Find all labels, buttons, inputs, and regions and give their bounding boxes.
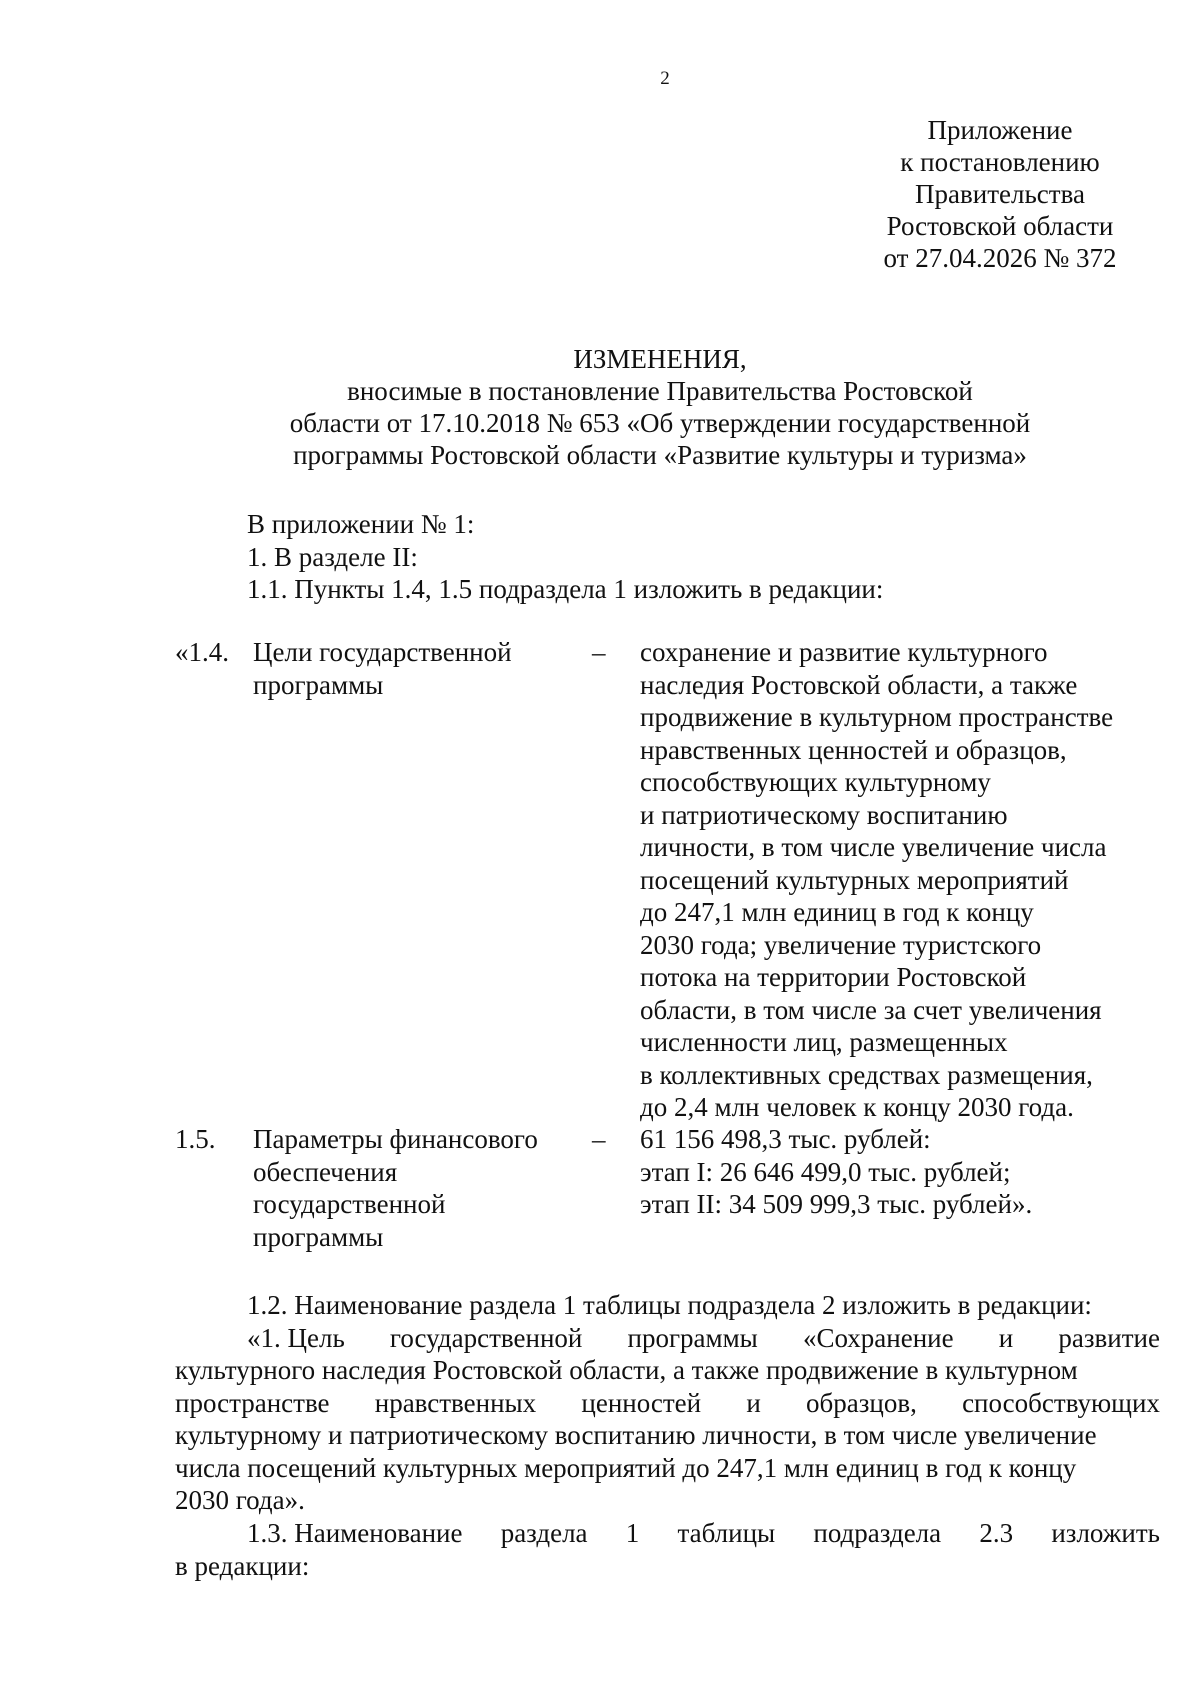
word: пространстве — [175, 1387, 330, 1418]
definition-value-line: до 2,4 млн человек к концу 2030 года. — [640, 1092, 1074, 1122]
definition-value-line: этап II: 34 509 999,3 тыс. рублей». — [640, 1189, 1033, 1219]
word: «1. Цель — [247, 1322, 345, 1353]
definition-value-line: наследия Ростовской области, а также — [640, 669, 1078, 700]
title-line: программы Ростовской области «Развитие культуры и туризма» — [293, 440, 1027, 470]
definition-number: «1.4. — [175, 637, 229, 667]
definition-value-line: 2030 года; увеличение туристского — [640, 929, 1042, 960]
word: и — [998, 1322, 1014, 1353]
intro-line: 1.1. Пункты 1.4, 1.5 подраздела 1 изложить в редакции: — [247, 574, 884, 604]
page-number: 2 — [660, 68, 670, 89]
word: развитие — [1058, 1322, 1160, 1353]
section-1-2-line: культурного наследия Ростовской области, а также продвижение в культурном — [175, 1355, 1078, 1385]
definition-name-line: обеспечения — [253, 1156, 398, 1187]
section-1-2-line: числа посещений культурных мероприятий до 247,1 млн единиц в год к концу — [175, 1452, 1077, 1483]
appendix-line: Правительства — [915, 179, 1085, 209]
title-line: вносимые в постановление Правительства Ростовской — [347, 376, 973, 406]
definition-name — [253, 1123, 538, 1253]
definition-dash: – — [592, 1124, 606, 1154]
word: и — [746, 1387, 761, 1418]
appendix-line: Приложение — [927, 115, 1073, 145]
definition-value-line: личности, в том числе увеличение числа — [640, 832, 1107, 862]
word: способствующих — [962, 1387, 1160, 1418]
definition-value-line: области, в том числе за счет увеличения — [640, 994, 1102, 1025]
section-1-3-line: в редакции: — [175, 1550, 310, 1581]
section-1-2-quote-line — [175, 1322, 1160, 1355]
definition-number: 1.5. — [175, 1124, 216, 1154]
section-1-2-line: культурному и патриотическому воспитанию личности, в том числе увеличение — [175, 1420, 1097, 1450]
intro-line: 1. В разделе II: — [247, 541, 418, 572]
definition-name-line: программы — [253, 1221, 384, 1252]
section-1-3 — [175, 1517, 1160, 1582]
word: таблицы — [677, 1518, 776, 1548]
definition-value-line: сохранение и развитие культурного — [640, 637, 1048, 667]
definition-value-line: посещений культурных мероприятий — [640, 864, 1069, 895]
appendix-line: от 27.04.2026 № 372 — [883, 243, 1117, 273]
word: изложить — [1051, 1518, 1160, 1548]
definition-name-line: Параметры финансового — [253, 1124, 538, 1154]
intro-line: В приложении № 1: — [247, 509, 475, 539]
section-1-2 — [175, 1289, 1160, 1517]
word: «Сохранение — [802, 1322, 954, 1353]
section-1-2-line: 2030 года». — [175, 1485, 305, 1515]
definition-value-line: нравственных ценностей и образцов, — [640, 734, 1067, 765]
appendix-header — [840, 114, 1160, 274]
word: раздела — [500, 1518, 588, 1548]
definition-value-line: продвижение в культурном пространстве — [640, 702, 1114, 732]
definition-value-line: и патриотическому воспитанию — [640, 799, 1008, 830]
definition-value-line: численности лиц, размещенных — [640, 1027, 1008, 1057]
definition-value-line: способствующих культурному — [640, 767, 991, 797]
word: нравственных — [374, 1387, 537, 1418]
word: 2.3 — [979, 1518, 1014, 1548]
definition-name-line: Цели государственной — [253, 637, 512, 667]
definition-name-line: программы — [253, 669, 384, 700]
title-line: области от 17.10.2018 № 653 «Об утверждении государственной — [289, 408, 1031, 438]
definition-value — [640, 636, 1113, 1124]
definition-value-line: 61 156 498,3 тыс. рублей: — [640, 1124, 931, 1154]
section-1-2-justified-line — [175, 1387, 1160, 1420]
appendix-line: Ростовской области — [886, 211, 1114, 241]
definition-value-line: до 247,1 млн единиц в год к концу — [640, 897, 1034, 927]
section-1-2-heading: 1.2. Наименование раздела 1 таблицы подраздела 2 изложить в редакции: — [247, 1290, 1092, 1320]
definition-name-line: государственной — [253, 1189, 446, 1219]
intro-block — [247, 508, 883, 606]
definition-dash: – — [592, 637, 606, 667]
definition-value-line: потока на территории Ростовской — [640, 962, 1027, 992]
word: подраздела — [813, 1518, 942, 1548]
word: программы — [627, 1322, 758, 1353]
definition-value-line: в коллективных средствах размещения, — [640, 1059, 1093, 1090]
definition-name — [253, 636, 512, 701]
appendix-line: к постановлению — [900, 147, 1100, 177]
word: ценностей — [581, 1387, 702, 1418]
document-title — [190, 343, 1130, 471]
word: государственной — [389, 1322, 583, 1353]
word: 1 — [625, 1518, 640, 1548]
definition-value-line: этап I: 26 646 499,0 тыс. рублей; — [640, 1156, 1011, 1187]
title-heading: ИЗМЕНЕНИЯ, — [573, 344, 747, 374]
word: 1.3. Наименование — [247, 1518, 463, 1548]
word: образцов, — [806, 1387, 917, 1418]
section-1-3-justified-line — [175, 1517, 1160, 1550]
definition-value — [640, 1123, 1032, 1221]
